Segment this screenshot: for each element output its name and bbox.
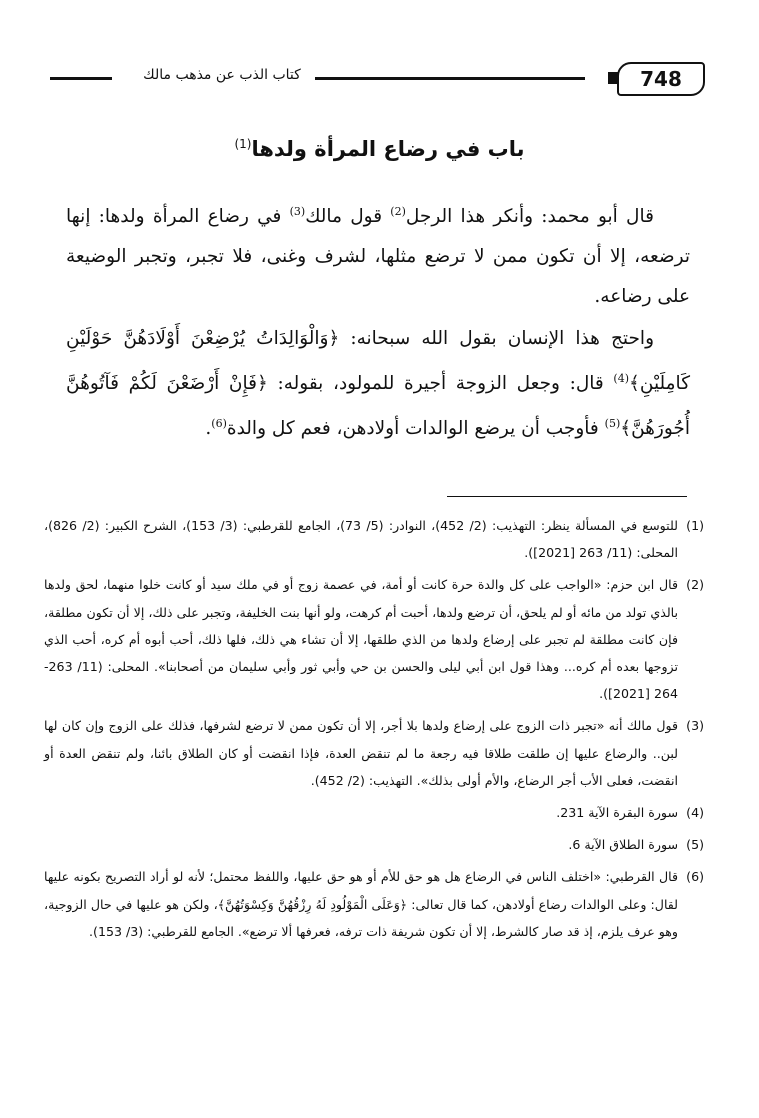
footnote-4: [44, 799, 704, 826]
text-run: فأوجب أن يرضع الوالدات أولادهن، فعم كل والدة: [226, 418, 605, 440]
text-run: قال أبو محمد: وأنكر هذا الرجل: [405, 206, 654, 228]
footnote-number: (4): [686, 805, 704, 821]
chapter-title: باب في رضاع المرأة ولدها: [251, 137, 525, 161]
footnote-number: (2): [686, 577, 704, 593]
footnote-ref: (4): [613, 372, 630, 386]
chapter-heading: [0, 137, 759, 161]
footnote-text: قال ابن حزم: «الواجب على كل والدة حرة كانت أو أمة، في عصمة زوج أو في ملك سيد أو كانت خلوا منهما، لحق ولدها بالذي تولد من مائه أو لم يلحق، أن ترضع ولدها، أحبت أم كرهت، ولو أنها بنت الخليفة، وتجبر على ذلك، إلا أن تكون مطلقة، فإن كانت مطلقة لم تجبر على إرضاع ولدها من الذي طلقها، إلا أن تشاء هي ذلك، فلها ذلك، أحب أبوه أم كره، أحب الذي تزوجها بعده أم كره... وهذا قول ابن أبي ليلى والحسن بن حي وأبي ثور وأبي سليمان من أصحابنا». المحلى: (11/ 263-264 [2021]).: [44, 577, 678, 702]
header-rule-right: [315, 77, 585, 80]
chapter-footnote-ref: (1): [234, 137, 252, 151]
text-run: في رضاع المرأة ولدها: إنها ترضعه، إلا أن تكون ممن لا ترضع مثلها، لشرف وغنى، فلا تجبر، وتجبر الوضيعة على رضاعه.: [66, 206, 690, 308]
running-title: كتاب الذب عن مذهب مالك: [143, 67, 301, 83]
page-header: [50, 62, 705, 96]
text-run: قول مالك: [305, 206, 391, 228]
footnote-text: قال القرطبي: «اختلف الناس في الرضاع هل هو حق للأم أو هو حق عليها، واللفظ محتمل؛ لأنه لو أراد التصريح بكونه عليها لقال: وعلى الوالدات رضاع أولادهن، كما قال تعالى: ﴿وَعَلَى الْمَوْلُودِ لَهُ رِزْقُهُنَّ وَكِسْوَتُهُنَّ﴾، ولكن هو عليها في حال الزوجية، وهو عرف يلزم، إذ قد صار كالشرط، إلا أن تكون شريفة ذات ترفه، فعرفها ألا ترضع». الجامع للقرطبي: (3/ 153).: [44, 869, 678, 939]
footnote-text: للتوسع في المسألة ينظر: التهذيب: (2/ 452)، النوادر: (5/ 73)، الجامع للقرطبي: (3/ 153)، الشرح الكبير: (2/ 826)، المحلى: (11/ 263 [2021]).: [44, 518, 678, 561]
text-run: .: [205, 418, 212, 440]
footnote-2: [44, 571, 704, 707]
footnote-text: قول مالك أنه «تجبر ذات الزوج على إرضاع ولدها بلا أجر، إلا أن تكون ممن لا ترضع لشرفها، فذلك على الزوج وإن كان لها لبن.. والرضاع عليها إن طلقت طلاقا فيه رجعة ما لم تنقض العدة، فإذا انقضت أو كان الطلاق بائنا، ولم تنقض العدة أو انقضت، فعلى الأب أجر الرضاع، والأم أولى بذلك». التهذيب: (2/ 452).: [44, 718, 678, 788]
text-run: قال: وجعل الزوجة أجيرة للمولود، بقوله: ﴿فَإِنْ أَرْضَعْنَ لَكُمْ فَآتُوهُنَّ أُجُورَهُنَّ﴾: [66, 373, 690, 440]
footnotes: [44, 512, 704, 950]
footnote-number: (6): [686, 869, 704, 885]
footnote-5: [44, 831, 704, 858]
footnote-number: (3): [686, 718, 704, 734]
footnote-ref: (6): [211, 417, 227, 431]
footnote-6: [44, 863, 704, 945]
footnote-1: [44, 512, 704, 566]
page-number: 748: [617, 62, 705, 96]
paragraph-1: [66, 192, 690, 317]
footnote-text: سورة البقرة الآية 231.: [556, 805, 678, 821]
footnote-number: (5): [686, 837, 704, 853]
main-text: [66, 192, 690, 449]
footnote-3: [44, 712, 704, 794]
footnote-number: (1): [686, 518, 704, 533]
footnote-text: سورة الطلاق الآية 6.: [568, 837, 678, 853]
footnote-ref: (5): [604, 417, 621, 431]
footnote-divider: [447, 496, 687, 497]
text-run: واحتج هذا الإنسان بقول الله سبحانه: ﴿وَالْوَالِدَاتُ يُرْضِعْنَ أَوْلَادَهُنَّ حَوْلَيْنِ كَامِلَيْنِ﴾: [66, 328, 690, 395]
paragraph-2: [66, 319, 690, 449]
footnote-ref: (2): [390, 205, 406, 218]
footnote-ref: (3): [289, 205, 306, 218]
header-rule-left: [50, 77, 112, 80]
